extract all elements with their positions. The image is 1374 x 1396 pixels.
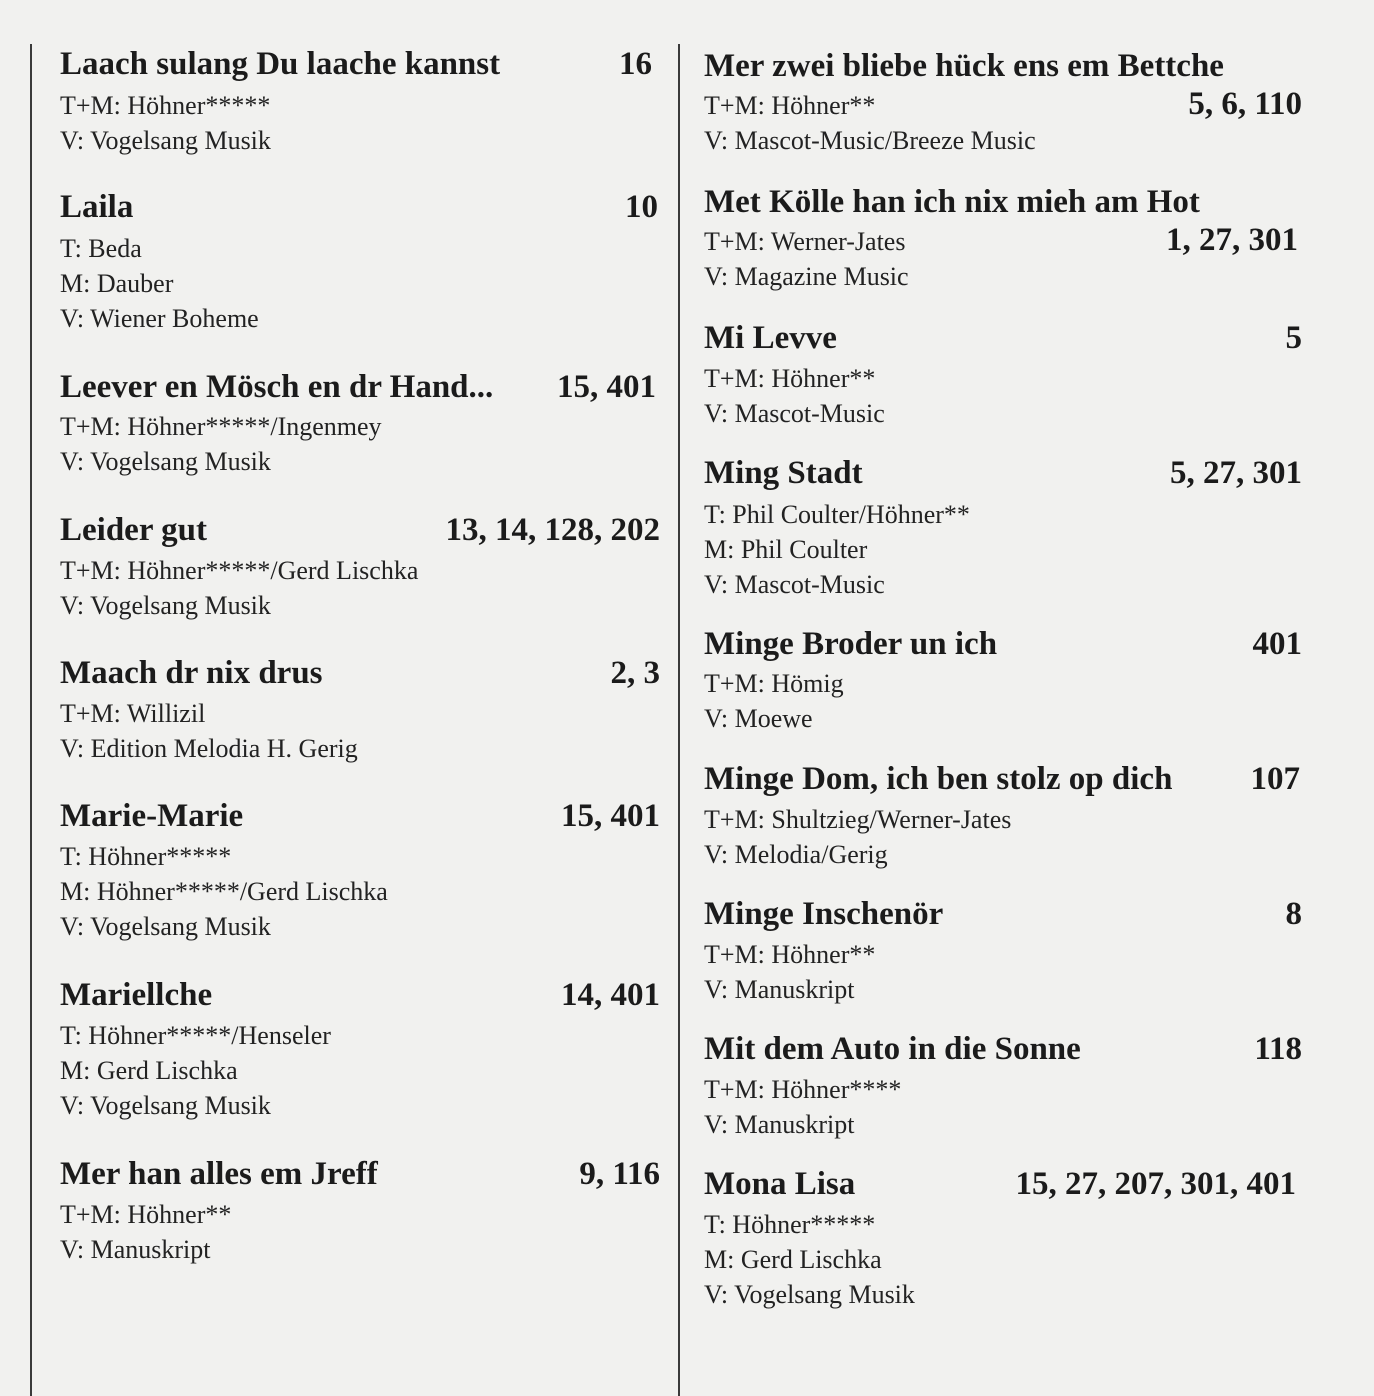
- credit-line: V: Melodia/Gerig: [704, 840, 888, 869]
- song-pages: 10: [625, 189, 658, 225]
- song-pages: 1, 27, 301: [1166, 222, 1298, 258]
- song-title: Marie-Marie: [60, 798, 244, 834]
- song-pages: 9, 116: [579, 1156, 660, 1192]
- song-title: Mit dem Auto in die Sonne: [704, 1031, 1081, 1067]
- song-pages: 2, 3: [610, 655, 660, 691]
- song-title: Minge Inschenör: [704, 896, 944, 932]
- credit-line: T+M: Höhner*****/Ingenmey: [60, 412, 382, 441]
- credit-line: T: Beda: [60, 234, 142, 263]
- credit-line: T: Phil Coulter/Höhner**: [704, 500, 970, 529]
- song-pages: 14, 401: [561, 977, 660, 1013]
- credit-line: T: Höhner*****: [704, 1210, 876, 1239]
- credit-line: V: Vogelsang Musik: [60, 912, 271, 941]
- song-pages: 8: [1285, 896, 1302, 932]
- credit-line: V: Vogelsang Musik: [60, 447, 271, 476]
- credit-line: T+M: Hömig: [704, 669, 844, 698]
- credit-line: M: Höhner*****/Gerd Lischka: [60, 877, 388, 906]
- credit-line: T+M: Willizil: [60, 699, 206, 728]
- song-title: Minge Broder un ich: [704, 626, 998, 662]
- credit-line: T+M: Shultzieg/Werner-Jates: [704, 805, 1012, 834]
- credit-line: M: Dauber: [60, 269, 174, 298]
- credit-line: T: Höhner*****: [60, 842, 232, 871]
- song-pages: 15, 401: [561, 798, 660, 834]
- credit-line: T+M: Höhner**: [60, 1200, 232, 1229]
- song-pages: 16: [619, 46, 652, 82]
- song-title: Mona Lisa: [704, 1166, 856, 1202]
- song-title: Leider gut: [60, 512, 207, 548]
- credit-line: V: Edition Melodia H. Gerig: [60, 734, 358, 763]
- credit-line: T+M: Höhner**: [704, 940, 876, 969]
- credit-line: V: Mascot-Music/Breeze Music: [704, 126, 1036, 155]
- left-margin-rule: [30, 44, 32, 1396]
- credit-line: T+M: Werner-Jates: [704, 227, 906, 256]
- song-pages: 5, 27, 301: [1170, 455, 1302, 491]
- song-title: Ming Stadt: [704, 455, 863, 491]
- song-title: Leever en Mösch en dr Hand...: [60, 369, 494, 405]
- credit-line: T+M: Höhner**: [704, 364, 876, 393]
- credit-line: M: Gerd Lischka: [60, 1056, 238, 1085]
- credit-line: V: Mascot-Music: [704, 570, 885, 599]
- song-title: Mi Levve: [704, 320, 837, 356]
- song-title: Mer han alles em Jreff: [60, 1156, 378, 1192]
- song-title: Mariellche: [60, 977, 213, 1013]
- credit-line: V: Magazine Music: [704, 262, 909, 291]
- credit-line: T+M: Höhner*****/Gerd Lischka: [60, 556, 419, 585]
- credit-line: V: Manuskript: [704, 975, 855, 1004]
- column-divider: [678, 44, 680, 1396]
- song-title: Met Kölle han ich nix mieh am Hot: [704, 184, 1200, 220]
- song-title: Laila: [60, 189, 134, 225]
- credit-line: V: Manuskript: [60, 1235, 211, 1264]
- credit-line: V: Mascot-Music: [704, 399, 885, 428]
- song-title: Maach dr nix drus: [60, 655, 323, 691]
- credit-line: T: Höhner*****/Henseler: [60, 1021, 331, 1050]
- credit-line: V: Vogelsang Musik: [704, 1280, 915, 1309]
- credit-line: T+M: Höhner****: [704, 1075, 902, 1104]
- song-pages: 107: [1250, 761, 1300, 797]
- credit-line: V: Wiener Boheme: [60, 304, 259, 333]
- credit-line: T+M: Höhner*****: [60, 91, 271, 120]
- song-pages: 15, 401: [557, 369, 656, 405]
- credit-line: V: Vogelsang Musik: [60, 591, 271, 620]
- credit-line: T+M: Höhner**: [704, 91, 876, 120]
- credit-line: M: Gerd Lischka: [704, 1245, 882, 1274]
- song-title: Mer zwei bliebe hück ens em Bettche: [704, 48, 1224, 84]
- song-pages: 5, 6, 110: [1188, 86, 1302, 122]
- credit-line: V: Moewe: [704, 704, 813, 733]
- song-pages: 401: [1252, 626, 1302, 662]
- song-title: Minge Dom, ich ben stolz op dich: [704, 761, 1173, 797]
- song-pages: 13, 14, 128, 202: [445, 512, 660, 548]
- credit-line: V: Vogelsang Musik: [60, 126, 271, 155]
- song-pages: 5: [1285, 320, 1302, 356]
- song-pages: 118: [1254, 1031, 1302, 1067]
- credit-line: M: Phil Coulter: [704, 535, 868, 564]
- credit-line: V: Vogelsang Musik: [60, 1091, 271, 1120]
- song-pages: 15, 27, 207, 301, 401: [1015, 1166, 1296, 1202]
- credit-line: V: Manuskript: [704, 1110, 855, 1139]
- song-title: Laach sulang Du laache kannst: [60, 46, 501, 82]
